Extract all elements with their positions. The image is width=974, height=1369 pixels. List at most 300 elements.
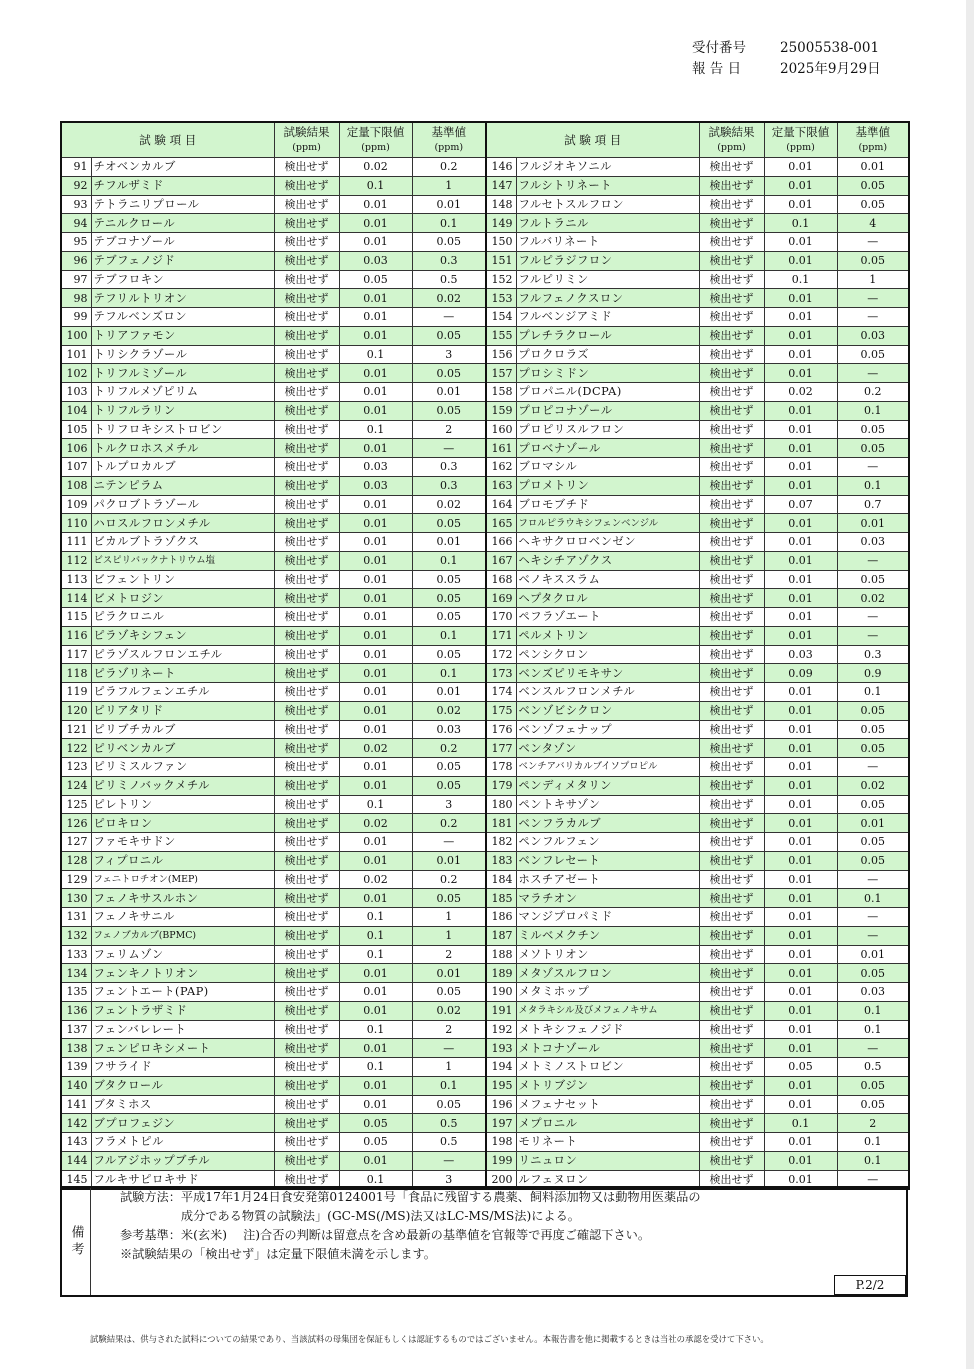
item-result: 検出せず xyxy=(699,1151,764,1170)
item-standard: 0.05 xyxy=(837,420,909,439)
item-name: ハロスルフロンメチル xyxy=(91,514,274,533)
item-loq: 0.01 xyxy=(764,570,837,589)
item-result: 検出せず xyxy=(699,1170,764,1189)
item-result: 検出せず xyxy=(699,1076,764,1095)
table-row xyxy=(61,776,909,795)
remarks-line: 参考基準：米(玄米) 注)合否の判断は留意点を含め最新の基準値を官報等で再度ご確認下さい。 xyxy=(120,1228,651,1242)
table-row xyxy=(61,214,909,233)
item-number: 133 xyxy=(61,945,91,964)
item-result: 検出せず xyxy=(274,739,339,758)
item-standard: — xyxy=(837,758,909,777)
item-number: 124 xyxy=(61,776,91,795)
item-standard: — xyxy=(412,1151,486,1170)
item-number: 158 xyxy=(486,383,516,402)
table-row xyxy=(61,851,909,870)
item-loq: 0.1 xyxy=(339,1020,412,1039)
item-loq: 0.01 xyxy=(339,589,412,608)
item-number: 187 xyxy=(486,926,516,945)
item-loq: 0.01 xyxy=(339,570,412,589)
item-name: メトミノストロビン xyxy=(516,1058,699,1077)
item-number: 155 xyxy=(486,326,516,345)
item-name: ブタクロール xyxy=(91,1076,274,1095)
item-name: テニルクロール xyxy=(91,214,274,233)
item-standard: 0.01 xyxy=(412,195,486,214)
item-result: 検出せず xyxy=(274,983,339,1002)
item-number: 170 xyxy=(486,608,516,627)
item-standard: — xyxy=(837,1170,909,1189)
item-loq: 0.1 xyxy=(339,908,412,927)
item-number: 97 xyxy=(61,270,91,289)
item-result: 検出せず xyxy=(274,176,339,195)
item-loq: 0.01 xyxy=(764,326,837,345)
table-row xyxy=(61,814,909,833)
item-result: 検出せず xyxy=(699,833,764,852)
table-row xyxy=(61,701,909,720)
item-name: トリフルメゾピリム xyxy=(91,383,274,402)
item-standard: 0.05 xyxy=(837,720,909,739)
item-loq: 0.01 xyxy=(339,851,412,870)
item-number: 157 xyxy=(486,364,516,383)
item-number: 174 xyxy=(486,683,516,702)
item-result: 検出せず xyxy=(274,720,339,739)
col-result xyxy=(274,122,339,158)
item-loq: 0.1 xyxy=(339,945,412,964)
item-standard: 1 xyxy=(412,176,486,195)
item-loq: 0.01 xyxy=(764,683,837,702)
item-number: 147 xyxy=(486,176,516,195)
table-row xyxy=(61,383,909,402)
item-loq: 0.01 xyxy=(764,1095,837,1114)
item-loq: 0.01 xyxy=(764,1039,837,1058)
item-number: 189 xyxy=(486,964,516,983)
item-number: 135 xyxy=(61,983,91,1002)
item-standard: 0.05 xyxy=(837,195,909,214)
item-number: 164 xyxy=(486,495,516,514)
item-name: ピラフルフェンエチル xyxy=(91,683,274,702)
item-name: ペフラゾエート xyxy=(516,608,699,627)
item-name: ヘプタクロル xyxy=(516,589,699,608)
item-result: 検出せず xyxy=(274,776,339,795)
item-number: 159 xyxy=(486,401,516,420)
item-loq: 0.01 xyxy=(764,814,837,833)
item-standard: 0.02 xyxy=(412,289,486,308)
item-number: 104 xyxy=(61,401,91,420)
item-loq: 0.01 xyxy=(339,383,412,402)
item-name: フルアジホップブチル xyxy=(91,1151,274,1170)
item-loq: 0.01 xyxy=(339,1001,412,1020)
item-result: 検出せず xyxy=(699,645,764,664)
item-result: 検出せず xyxy=(274,570,339,589)
item-standard: 0.05 xyxy=(837,851,909,870)
item-number: 200 xyxy=(486,1170,516,1189)
item-loq: 0.01 xyxy=(764,795,837,814)
item-name: フルトラニル xyxy=(516,214,699,233)
item-loq: 0.01 xyxy=(339,233,412,252)
item-name: フサライド xyxy=(91,1058,274,1077)
item-result: 検出せず xyxy=(699,195,764,214)
item-result: 検出せず xyxy=(274,308,339,327)
table-row xyxy=(61,251,909,270)
item-standard: 0.5 xyxy=(412,1133,486,1152)
item-result: 検出せず xyxy=(699,533,764,552)
table-row xyxy=(61,308,909,327)
item-standard: 0.01 xyxy=(837,814,909,833)
item-result: 検出せず xyxy=(274,158,339,177)
item-number: 153 xyxy=(486,289,516,308)
item-loq: 0.01 xyxy=(764,870,837,889)
item-loq: 0.01 xyxy=(339,195,412,214)
item-result: 検出せず xyxy=(699,739,764,758)
item-name: フルピリミン xyxy=(516,270,699,289)
item-loq: 0.1 xyxy=(339,795,412,814)
item-standard: 0.3 xyxy=(412,476,486,495)
item-loq: 0.01 xyxy=(339,214,412,233)
item-loq: 0.01 xyxy=(339,964,412,983)
table-row xyxy=(61,458,909,477)
item-number: 172 xyxy=(486,645,516,664)
item-loq: 0.01 xyxy=(764,364,837,383)
item-number: 134 xyxy=(61,964,91,983)
table-row xyxy=(61,964,909,983)
item-result: 検出せず xyxy=(699,626,764,645)
table-row xyxy=(61,233,909,252)
item-loq: 0.01 xyxy=(339,701,412,720)
item-number: 198 xyxy=(486,1133,516,1152)
table-row xyxy=(61,345,909,364)
item-result: 検出せず xyxy=(274,420,339,439)
item-standard: 2 xyxy=(412,945,486,964)
item-standard: 0.05 xyxy=(412,364,486,383)
item-name: メタラキシル及びメフェノキサム xyxy=(516,1001,699,1020)
item-result: 検出せず xyxy=(699,251,764,270)
item-standard: 0.05 xyxy=(837,739,909,758)
item-loq: 0.01 xyxy=(764,1170,837,1189)
item-number: 121 xyxy=(61,720,91,739)
item-number: 99 xyxy=(61,308,91,327)
footer-disclaimer: 試験結果は、供与された試料についての結果であり、当該試料の母集団を保証もしくは認証するものではございません。本報告書を他に掲載するときは当社の承認を受けて下さい。 xyxy=(90,1334,769,1344)
item-result: 検出せず xyxy=(699,270,764,289)
item-name: テトラニリプロール xyxy=(91,195,274,214)
item-loq: 0.01 xyxy=(339,720,412,739)
table-row xyxy=(61,195,909,214)
item-result: 検出せず xyxy=(274,926,339,945)
item-standard: 0.05 xyxy=(837,439,909,458)
item-standard: 0.1 xyxy=(837,889,909,908)
item-standard: 0.05 xyxy=(412,983,486,1002)
item-result: 検出せず xyxy=(699,983,764,1002)
col-std xyxy=(412,122,486,158)
item-name: ベンスルフロンメチル xyxy=(516,683,699,702)
item-number: 130 xyxy=(61,889,91,908)
item-standard: 0.1 xyxy=(837,1020,909,1039)
item-name: フェンバレレート xyxy=(91,1020,274,1039)
item-standard: — xyxy=(837,926,909,945)
item-result: 検出せず xyxy=(699,308,764,327)
item-number: 144 xyxy=(61,1151,91,1170)
item-standard: 0.1 xyxy=(837,476,909,495)
item-loq: 0.01 xyxy=(764,458,837,477)
item-loq: 0.1 xyxy=(764,214,837,233)
item-loq: 0.01 xyxy=(764,1001,837,1020)
item-number: 173 xyxy=(486,664,516,683)
item-standard: 0.1 xyxy=(837,401,909,420)
item-number: 103 xyxy=(61,383,91,402)
item-name: マラチオン xyxy=(516,889,699,908)
item-standard: 0.1 xyxy=(837,1151,909,1170)
item-name: ベンチアバリカルブイソプロピル xyxy=(516,758,699,777)
item-standard: 0.05 xyxy=(412,608,486,627)
item-loq: 0.01 xyxy=(339,533,412,552)
item-result: 検出せず xyxy=(274,233,339,252)
item-name: フルキサピロキサド xyxy=(91,1170,274,1189)
item-number: 191 xyxy=(486,1001,516,1020)
table-body xyxy=(61,158,909,1190)
item-loq: 0.1 xyxy=(339,926,412,945)
item-result: 検出せず xyxy=(274,195,339,214)
item-standard: 2 xyxy=(412,1020,486,1039)
item-name: メトリブジン xyxy=(516,1076,699,1095)
item-loq: 0.09 xyxy=(764,664,837,683)
item-number: 149 xyxy=(486,214,516,233)
item-number: 180 xyxy=(486,795,516,814)
table-row xyxy=(61,795,909,814)
item-standard: 0.01 xyxy=(837,945,909,964)
item-loq: 0.07 xyxy=(764,495,837,514)
item-name: ピレトリン xyxy=(91,795,274,814)
item-standard: 1 xyxy=(412,1058,486,1077)
item-result: 検出せず xyxy=(274,889,339,908)
item-loq: 0.02 xyxy=(339,870,412,889)
item-standard: 0.01 xyxy=(412,851,486,870)
item-name: フルジオキソニル xyxy=(516,158,699,177)
item-number: 91 xyxy=(61,158,91,177)
item-name: ニテンピラム xyxy=(91,476,274,495)
item-number: 94 xyxy=(61,214,91,233)
item-result: 検出せず xyxy=(699,1001,764,1020)
item-result: 検出せず xyxy=(274,289,339,308)
table-row xyxy=(61,626,909,645)
item-loq: 0.1 xyxy=(339,176,412,195)
item-number: 110 xyxy=(61,514,91,533)
item-loq: 0.01 xyxy=(764,1133,837,1152)
item-loq: 0.01 xyxy=(764,701,837,720)
item-name: ブロマシル xyxy=(516,458,699,477)
item-standard: — xyxy=(837,870,909,889)
table-row xyxy=(61,495,909,514)
item-number: 181 xyxy=(486,814,516,833)
item-result: 検出せず xyxy=(274,551,339,570)
item-name: フェントラザミド xyxy=(91,1001,274,1020)
table-row xyxy=(61,833,909,852)
table-row xyxy=(61,1114,909,1133)
item-loq: 0.01 xyxy=(764,720,837,739)
item-name: トリフロキシストロビン xyxy=(91,420,274,439)
item-name: メソトリオン xyxy=(516,945,699,964)
item-standard: 0.05 xyxy=(837,345,909,364)
table-row xyxy=(61,176,909,195)
item-name: ピリアタリド xyxy=(91,701,274,720)
item-loq: 0.01 xyxy=(339,495,412,514)
item-number: 160 xyxy=(486,420,516,439)
item-number: 193 xyxy=(486,1039,516,1058)
item-result: 検出せず xyxy=(699,289,764,308)
item-standard: 0.1 xyxy=(837,683,909,702)
item-standard: — xyxy=(837,551,909,570)
item-standard: 3 xyxy=(412,345,486,364)
col-std-unit: (ppm) xyxy=(434,142,464,153)
item-number: 165 xyxy=(486,514,516,533)
item-standard: 0.05 xyxy=(412,570,486,589)
item-number: 178 xyxy=(486,758,516,777)
item-standard: 0.03 xyxy=(412,720,486,739)
item-result: 検出せず xyxy=(274,345,339,364)
item-standard: 0.3 xyxy=(837,645,909,664)
item-standard: 0.5 xyxy=(837,1058,909,1077)
item-number: 196 xyxy=(486,1095,516,1114)
item-result: 検出せず xyxy=(699,964,764,983)
item-name: ブロモブチド xyxy=(516,495,699,514)
item-loq: 0.01 xyxy=(339,626,412,645)
item-number: 100 xyxy=(61,326,91,345)
item-loq: 0.01 xyxy=(764,776,837,795)
item-loq: 0.03 xyxy=(339,476,412,495)
item-name: フェノキサスルホン xyxy=(91,889,274,908)
item-name: フェノブカルブ(BPMC) xyxy=(91,926,274,945)
item-standard: — xyxy=(412,1039,486,1058)
item-standard: 0.05 xyxy=(412,514,486,533)
item-result: 検出せず xyxy=(274,326,339,345)
receipt-number-row xyxy=(692,38,881,59)
item-loq: 0.03 xyxy=(339,251,412,270)
item-number: 96 xyxy=(61,251,91,270)
item-number: 186 xyxy=(486,908,516,927)
item-name: ペンシクロン xyxy=(516,645,699,664)
item-number: 122 xyxy=(61,739,91,758)
item-name: ヘキシチアゾクス xyxy=(516,551,699,570)
item-result: 検出せず xyxy=(699,1058,764,1077)
item-number: 95 xyxy=(61,233,91,252)
item-name: ベンゾフェナップ xyxy=(516,720,699,739)
receipt-number-value: 25005538-001 xyxy=(780,40,880,56)
item-result: 検出せず xyxy=(699,551,764,570)
item-standard: 0.5 xyxy=(412,1114,486,1133)
item-standard: 2 xyxy=(412,420,486,439)
item-loq: 0.01 xyxy=(764,908,837,927)
item-number: 197 xyxy=(486,1114,516,1133)
item-result: 検出せず xyxy=(274,683,339,702)
item-number: 199 xyxy=(486,1151,516,1170)
item-standard: 0.02 xyxy=(837,589,909,608)
item-loq: 0.02 xyxy=(764,383,837,402)
item-standard: — xyxy=(837,608,909,627)
table-row xyxy=(61,983,909,1002)
item-result: 検出せず xyxy=(699,345,764,364)
item-loq: 0.01 xyxy=(764,251,837,270)
item-name: プロパニル(DCPA) xyxy=(516,383,699,402)
item-loq: 0.1 xyxy=(764,1114,837,1133)
item-name: ブプロフェジン xyxy=(91,1114,274,1133)
item-loq: 0.01 xyxy=(764,608,837,627)
item-number: 143 xyxy=(61,1133,91,1152)
item-result: 検出せず xyxy=(699,926,764,945)
col-result-right xyxy=(699,122,764,158)
item-name: ピラクロニル xyxy=(91,608,274,627)
item-name: トリシクラゾール xyxy=(91,345,274,364)
item-standard: 0.3 xyxy=(412,458,486,477)
item-result: 検出せず xyxy=(274,645,339,664)
col-loq-unit: (ppm) xyxy=(786,142,815,153)
col-loq-label: 定量下限値 xyxy=(771,125,830,139)
item-loq: 0.01 xyxy=(339,683,412,702)
item-name: フェノキサニル xyxy=(91,908,274,927)
item-result: 検出せず xyxy=(274,401,339,420)
item-loq: 0.01 xyxy=(764,176,837,195)
item-standard: 3 xyxy=(412,1170,486,1189)
item-result: 検出せず xyxy=(274,476,339,495)
item-result: 検出せず xyxy=(699,776,764,795)
table-row xyxy=(61,364,909,383)
item-number: 112 xyxy=(61,551,91,570)
results-table xyxy=(60,121,910,1190)
item-name: フルバリネート xyxy=(516,233,699,252)
item-name: ベンタゾン xyxy=(516,739,699,758)
item-result: 検出せず xyxy=(274,701,339,720)
table-row xyxy=(61,720,909,739)
item-name: ピリベンカルブ xyxy=(91,739,274,758)
item-name: プロピリスルフロン xyxy=(516,420,699,439)
remarks-box xyxy=(60,1186,908,1297)
table-row xyxy=(61,739,909,758)
item-loq: 0.1 xyxy=(339,1170,412,1189)
item-loq: 0.01 xyxy=(764,851,837,870)
item-result: 検出せず xyxy=(274,439,339,458)
table-row xyxy=(61,683,909,702)
item-result: 検出せず xyxy=(274,1114,339,1133)
item-number: 156 xyxy=(486,345,516,364)
table-row xyxy=(61,945,909,964)
table-row xyxy=(61,326,909,345)
item-number: 151 xyxy=(486,251,516,270)
item-result: 検出せず xyxy=(274,908,339,927)
item-name: ピラゾスルフロンエチル xyxy=(91,645,274,664)
item-standard: 0.01 xyxy=(412,964,486,983)
item-name: ペンフルフェン xyxy=(516,833,699,852)
item-number: 161 xyxy=(486,439,516,458)
item-result: 検出せず xyxy=(274,1151,339,1170)
item-loq: 0.01 xyxy=(764,889,837,908)
item-name: フルセトスルフロン xyxy=(516,195,699,214)
item-result: 検出せず xyxy=(699,1020,764,1039)
item-loq: 0.01 xyxy=(339,439,412,458)
item-number: 115 xyxy=(61,608,91,627)
item-result: 検出せず xyxy=(699,945,764,964)
item-result: 検出せず xyxy=(699,1039,764,1058)
item-number: 142 xyxy=(61,1114,91,1133)
item-result: 検出せず xyxy=(274,608,339,627)
col-item: 試 験 項 目 xyxy=(61,122,274,158)
item-loq: 0.01 xyxy=(764,420,837,439)
item-loq: 0.05 xyxy=(339,1114,412,1133)
item-number: 102 xyxy=(61,364,91,383)
item-loq: 0.01 xyxy=(764,345,837,364)
item-result: 検出せず xyxy=(274,833,339,852)
item-loq: 0.01 xyxy=(764,233,837,252)
item-name: チフルザミド xyxy=(91,176,274,195)
item-result: 検出せず xyxy=(699,383,764,402)
item-number: 146 xyxy=(486,158,516,177)
item-number: 129 xyxy=(61,870,91,889)
item-result: 検出せず xyxy=(274,664,339,683)
